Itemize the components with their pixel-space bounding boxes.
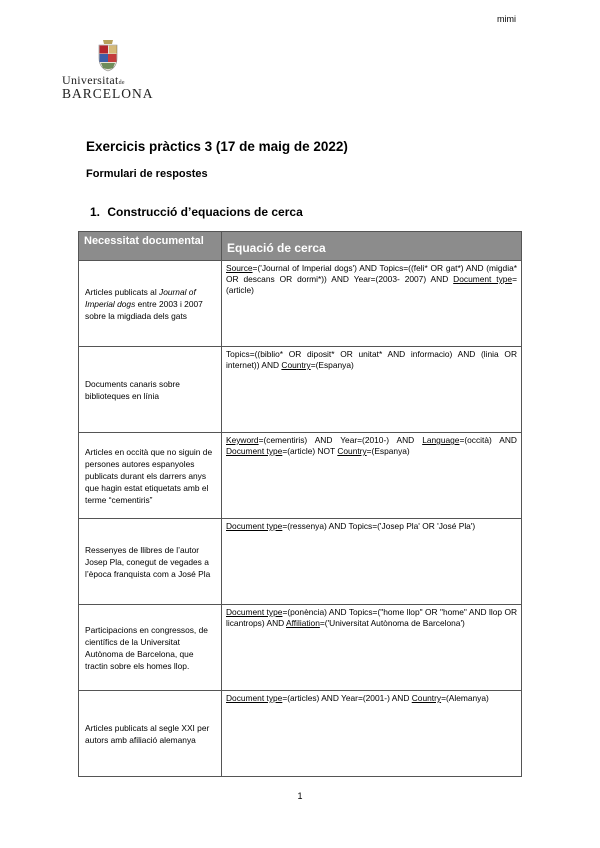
equation-text: =(Espanya) (310, 360, 354, 370)
need-cell (79, 691, 222, 777)
table-row (79, 433, 522, 519)
equation-text: =(article) (226, 274, 517, 295)
section-title: Construcció d’equacions de cerca (107, 205, 303, 219)
section-heading (90, 205, 303, 219)
answers-table (78, 231, 522, 777)
field-tag: Keyword (226, 435, 259, 445)
field-tag: Document type (226, 446, 283, 456)
field-tag: Language (422, 435, 460, 445)
equation-text: Topics=((biblio* OR diposit* OR unitat* AND informacio) AND (linia OR internet)) AND (226, 349, 517, 370)
need-text: Documents canaris sobre biblioteques en línia (85, 378, 180, 401)
equation-text: =(Alemanya) (441, 693, 489, 703)
equation-text: =('Universitat Autònoma de Barcelona') (319, 618, 465, 628)
document-subtitle: Formulari de respostes (86, 168, 208, 180)
equation-cell (222, 691, 522, 777)
need-cell (79, 519, 222, 605)
journal-title: Journal of Imperial dogs (85, 286, 196, 309)
table-row (79, 519, 522, 605)
equation-text: =(occità) AND (459, 435, 517, 445)
field-tag: Document type (453, 274, 513, 284)
equation-text: =(cementiris) AND Year=(2010-) AND (258, 435, 423, 445)
field-tag: Country (281, 360, 311, 370)
equation-cell (222, 261, 522, 347)
crest-icon (96, 38, 120, 72)
equation-text: =(Espanya) (366, 446, 410, 456)
equation-cell (222, 519, 522, 605)
field-tag: Document type (226, 693, 283, 703)
need-cell (79, 347, 222, 433)
header-equation: Equació de cerca (222, 232, 522, 261)
logo-barcelona-text: BARCELONA (62, 86, 154, 101)
equation-cell (222, 605, 522, 691)
need-cell (79, 433, 222, 519)
need-text: Articles en occità que no siguin de persones autores espanyoles publicats durant els darrers anys que hagin estat etiquetats amb el terme “cementiris” (85, 446, 213, 505)
equation-text: =(article) NOT (282, 446, 338, 456)
equation-cell (222, 433, 522, 519)
header-username: mimi (497, 14, 516, 24)
page-number: 1 (297, 791, 303, 801)
field-tag: Affiliation (286, 618, 320, 628)
need-text: entre 2003 i 2007 sobre la migdiada dels gats (85, 298, 203, 321)
equation-cell (222, 347, 522, 433)
field-tag: Document type (226, 607, 283, 617)
table-row (79, 605, 522, 691)
field-tag: Source (226, 263, 253, 273)
section-number: 1. (90, 205, 101, 219)
equation-text: =(articles) AND Year=(2001-) AND (282, 693, 412, 703)
equation-text: =(ressenya) AND Topics=('Josep Pla' OR 'José Pla') (282, 521, 476, 531)
document-title: Exercicis pràctics 3 (17 de maig de 2022) (86, 139, 348, 154)
table-row (79, 691, 522, 777)
need-cell (79, 605, 222, 691)
table-row (79, 347, 522, 433)
table-row (79, 261, 522, 347)
equation-text: =(ponència) AND Topics=("home llop" OR "home" AND llop OR licantrops) AND (226, 607, 518, 628)
need-text: Articles publicats al (85, 286, 160, 297)
need-text: Articles publicats al segle XXI per autors amb afiliació alemanya (85, 722, 210, 745)
field-tag: Country (337, 446, 367, 456)
logo-university-text: Universitatde (62, 73, 125, 87)
need-text: Participacions en congressos, de científics de la Universitat Autònoma de Barcelona, que tractin sobre els homes llop. (85, 624, 208, 671)
need-cell (79, 261, 222, 347)
equation-text: =('Journal of Imperial dogs') AND Topics=((feli* OR gat*) AND (migdia* OR descans OR dormi*)) AND Year=(2003- 2007) AND (226, 263, 517, 284)
header-need: Necessitat documental (79, 232, 222, 261)
need-text: Ressenyes de llibres de l’autor Josep Pla, conegut de vegades a l’època franquista com a José Pla (85, 544, 211, 579)
table-header-row (79, 232, 522, 261)
field-tag: Document type (226, 521, 283, 531)
field-tag: Country (411, 693, 442, 703)
